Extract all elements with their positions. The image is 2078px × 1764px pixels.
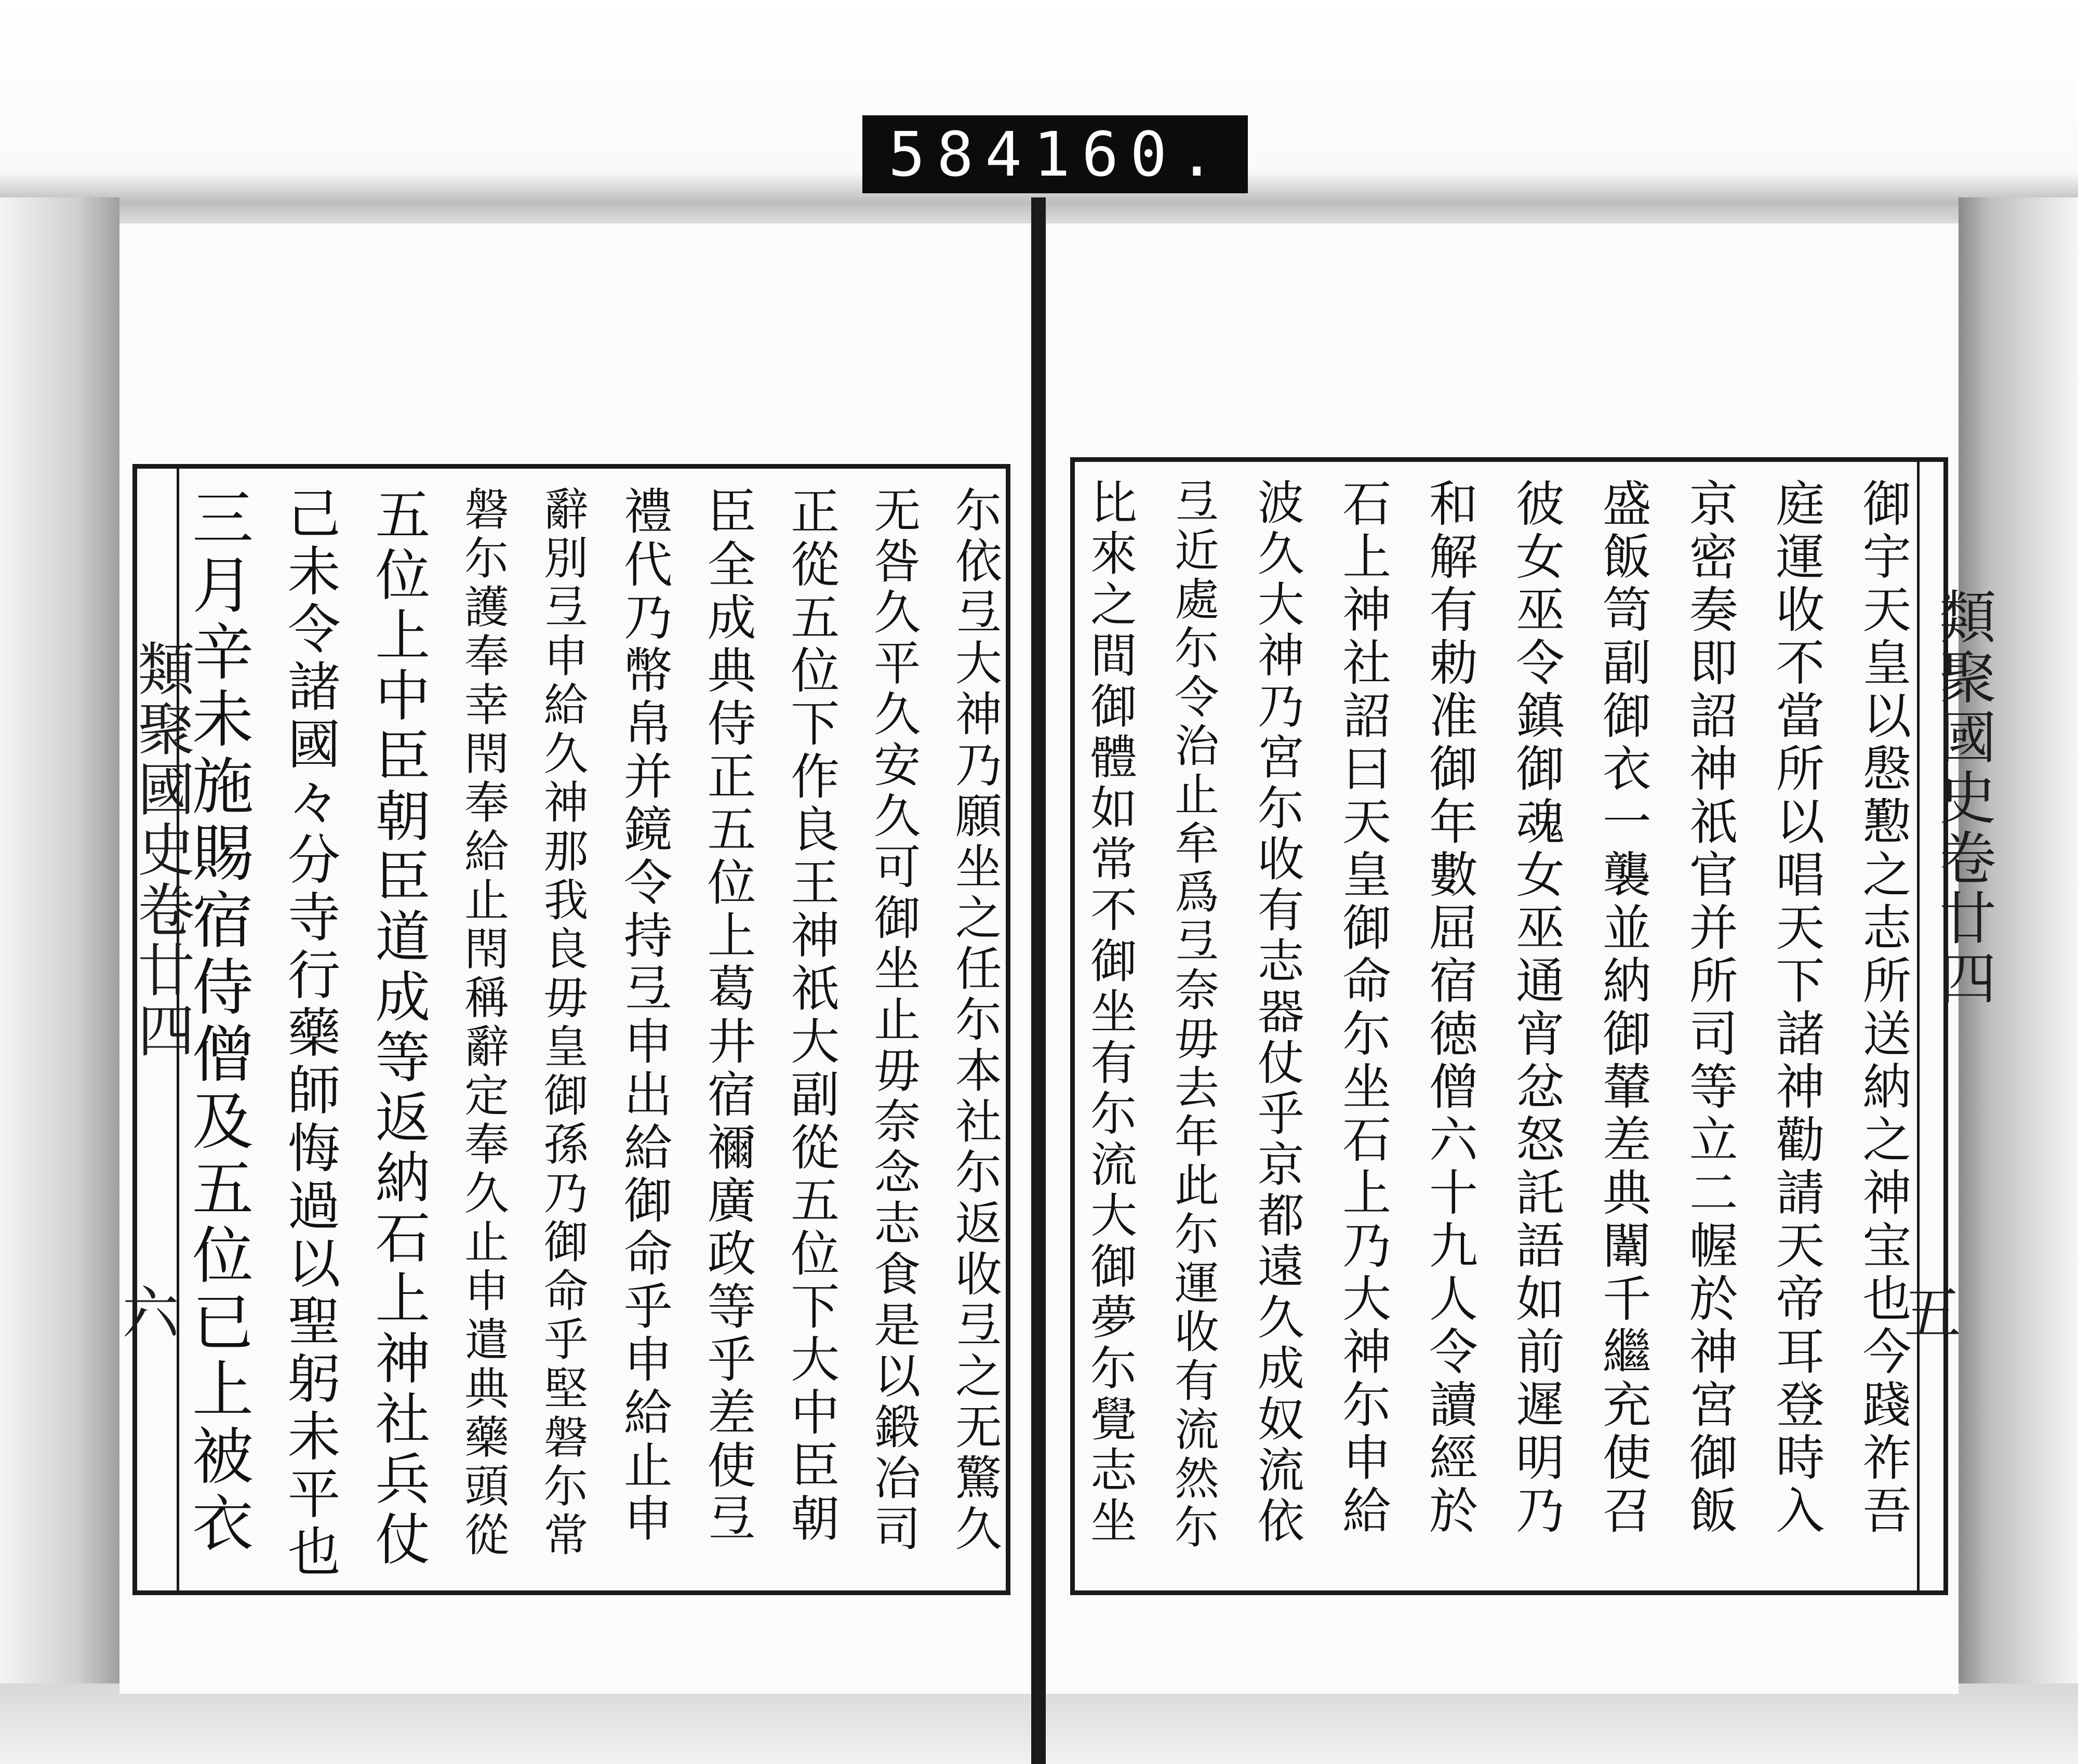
text-column: 无咎久平久安久可御坐止毋奈念志食是以鍛冶司 — [865, 486, 921, 1555]
text-column: 磐尓護奉幸閇奉給止閇稱辭定奉久止申遣典藥頭從 — [456, 486, 509, 1560]
left-folio: 六 — [122, 1280, 179, 1347]
text-column: 石上神社詔曰天皇御命尓坐石上乃大神尓申給 — [1334, 478, 1391, 1538]
left-text-columns — [182, 486, 1002, 1582]
text-column: 禮代乃幣帛并鏡令持弖申出給御命乎申給止申 — [615, 486, 672, 1546]
text-column: 比來之間御體如常不御坐有尓流大御夢尓覺志坐 — [1082, 478, 1137, 1547]
text-column: 辭別弖申給久神那我良毋皇御孫乃御命乎堅磐尓常 — [536, 486, 588, 1560]
text-column: 盛飯笥副御衣一襲並納御輦差典闈千繼充使召 — [1594, 478, 1651, 1538]
text-column: 五位上中臣朝臣道成等返納石上神社兵仗 — [366, 486, 431, 1571]
text-column: 波久大神乃宮尓收有志器仗乎京都遠久成奴流依 — [1249, 478, 1304, 1547]
text-column: 弖近處尓令治止牟爲弖奈毋去年此尓運收有流然尓 — [1166, 478, 1219, 1553]
text-column: 臣全成典侍正五位上葛井宿禰廣政等乎差使弖 — [698, 486, 755, 1546]
text-column: 彼女巫令鎮御魂女巫通宵忿怒託語如前遲明乃 — [1507, 478, 1564, 1538]
text-column: 庭運收不當所以唱天下諸神勸請天帝耳登時入 — [1767, 478, 1824, 1538]
right-running-header: 類聚國史卷廿四 — [1930, 587, 1996, 1009]
scan-left-shadow — [0, 197, 119, 1704]
text-column: 和解有勅准御年數屈宿徳僧六十九人令讀經於 — [1420, 478, 1477, 1538]
right-header-rule — [1917, 457, 1920, 1595]
call-number-left: 584 — [888, 118, 1034, 190]
book-spine — [1031, 197, 1046, 1764]
text-column: 御宇天皇以慇懃之志所送納之神宝也今踐祚吾 — [1854, 478, 1911, 1538]
text-column: 尓依弖大神乃願坐之任尓本社尓返收弖之无驚久 — [947, 486, 1002, 1555]
right-folio: 五 — [1904, 1280, 1961, 1347]
text-column: 三月辛未施賜宿侍僧及五位已上被衣 — [182, 486, 254, 1558]
call-number-label — [862, 115, 1248, 193]
left-running-header: 類聚國史卷廿四 — [128, 639, 195, 1061]
text-column: 正從五位下作良王神祇大副從五位下大中臣朝 — [782, 486, 839, 1546]
text-column: 己未令諸國々分寺行藥師悔過以聖躬未平也 — [278, 486, 341, 1582]
call-number-right: 160. — [1033, 118, 1227, 190]
text-column: 京密奏即詔神祇官并所司等立二幄於神宮御飯 — [1681, 478, 1738, 1538]
right-text-columns — [1082, 478, 1911, 1580]
